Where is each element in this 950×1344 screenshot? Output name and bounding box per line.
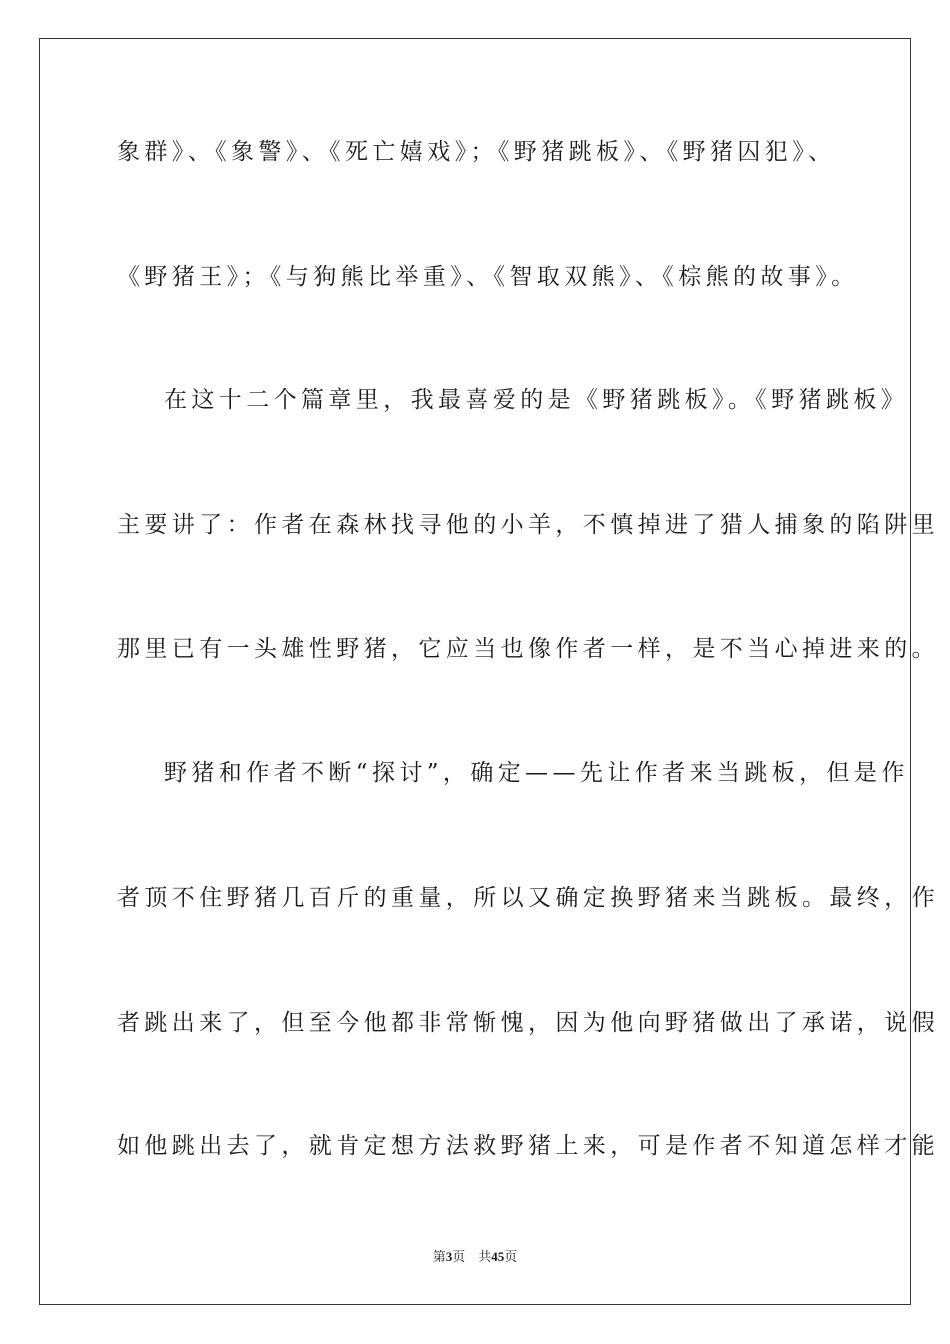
footer-page-number: 3 xyxy=(445,1249,453,1264)
page-border xyxy=(39,38,939,1305)
text-line-4: 主要讲了：作者在森林找寻他的小羊，不慎掉进了猎人捕象的陷阱里 xyxy=(117,512,939,538)
text-line-3: 在这十二个篇章里，我最喜爱的是《野猪跳板》。《野猪跳板》 xyxy=(164,387,909,413)
footer-mid: 页 共 xyxy=(452,1250,492,1265)
text-line-1: 象群》、《象警》、《死亡嬉戏》；《野猪跳板》、《野猪囚犯》、 xyxy=(117,139,836,165)
text-line-2: 《野猪王》；《与狗熊比举重》、《智取双熊》、《棕熊的故事》。 xyxy=(117,264,859,290)
footer-total-pages: 45 xyxy=(491,1249,505,1264)
footer-suffix: 页 xyxy=(504,1250,518,1265)
text-line-9: 如他跳出去了，就肯定想方法救野猪上来，可是作者不知道怎样才能 xyxy=(117,1133,939,1159)
text-line-6: 野猪和作者不断“探讨”，确定——先让作者来当跳板，但是作 xyxy=(164,760,909,786)
footer-prefix: 第 xyxy=(432,1250,446,1265)
page-footer xyxy=(0,1248,950,1267)
text-line-7: 者顶不住野猪几百斤的重量，所以又确定换野猪来当跳板。最终，作 xyxy=(117,885,939,911)
text-line-5: 那里已有一头雄性野猪，它应当也像作者一样，是不当心掉进来的。 xyxy=(117,636,939,662)
text-line-8: 者跳出来了，但至今他都非常惭愧，因为他向野猪做出了承诺，说假 xyxy=(117,1010,939,1036)
